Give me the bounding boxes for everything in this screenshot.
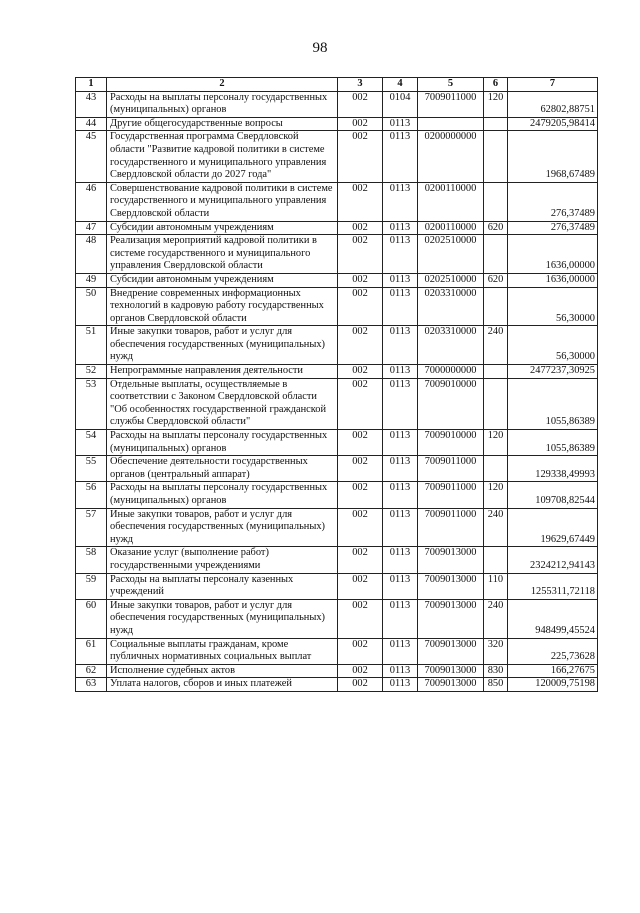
table-row (76, 456, 598, 482)
row-name: Расходы на выплаты персоналу государственных (муниципальных) органов (107, 91, 338, 117)
table-row (76, 326, 598, 365)
expense-type-code: 620 (484, 221, 508, 235)
target-article-code: 0202510000 (418, 235, 484, 274)
row-number: 43 (76, 91, 107, 117)
row-name: Расходы на выплаты персоналу государственных (муниципальных) органов (107, 430, 338, 456)
expense-type-code: 240 (484, 326, 508, 365)
expense-type-code (484, 365, 508, 379)
page-number: 98 (312, 40, 328, 56)
row-name: Расходы на выплаты персоналу казенных учреждений (107, 573, 338, 599)
row-name: Расходы на выплаты персоналу государственных (муниципальных) органов (107, 482, 338, 508)
section-code: 0113 (383, 599, 418, 638)
row-name: Социальные выплаты гражданам, кроме публичных нормативных социальных выплат (107, 638, 338, 664)
table-row (76, 117, 598, 131)
row-amount: 276,37489 (508, 221, 598, 235)
expense-type-code: 830 (484, 664, 508, 678)
row-number: 57 (76, 508, 107, 547)
section-code: 0113 (383, 221, 418, 235)
section-code: 0113 (383, 547, 418, 573)
row-number: 61 (76, 638, 107, 664)
target-article-code: 7009013000 (418, 547, 484, 573)
chapter-code: 002 (338, 508, 383, 547)
row-amount: 62802,88751 (508, 91, 598, 117)
row-number: 60 (76, 599, 107, 638)
row-name: Субсидии автономным учреждениям (107, 221, 338, 235)
row-number: 48 (76, 235, 107, 274)
target-article-code: 7009010000 (418, 430, 484, 456)
row-number: 44 (76, 117, 107, 131)
target-article-code: 0202510000 (418, 273, 484, 287)
target-article-code: 7009011000 (418, 91, 484, 117)
row-amount: 56,30000 (508, 326, 598, 365)
row-amount: 1055,86389 (508, 430, 598, 456)
table-body (76, 91, 598, 691)
chapter-code: 002 (338, 678, 383, 692)
column-header: 2 (107, 78, 338, 92)
row-name: Реализация мероприятий кадровой политики в системе государственного и муниципального управления Свердловской области (107, 235, 338, 274)
target-article-code: 7000000000 (418, 365, 484, 379)
target-article-code: 0203310000 (418, 326, 484, 365)
section-code: 0113 (383, 508, 418, 547)
row-number: 45 (76, 131, 107, 182)
table-header-row (76, 78, 598, 92)
row-amount: 2477237,30925 (508, 365, 598, 379)
section-code: 0113 (383, 430, 418, 456)
table-row (76, 664, 598, 678)
section-code: 0104 (383, 91, 418, 117)
expense-type-code (484, 182, 508, 221)
column-header: 7 (508, 78, 598, 92)
target-article-code (418, 117, 484, 131)
expense-type-code: 240 (484, 508, 508, 547)
chapter-code: 002 (338, 430, 383, 456)
row-name: Иные закупки товаров, работ и услуг для обеспечения государственных (муниципальных) нужд (107, 326, 338, 365)
column-header: 5 (418, 78, 484, 92)
table-row (76, 91, 598, 117)
row-amount: 1636,00000 (508, 273, 598, 287)
table-row (76, 235, 598, 274)
row-number: 56 (76, 482, 107, 508)
row-name: Внедрение современных информационных технологий в кадровую работу государственных органов Свердловской области (107, 287, 338, 326)
chapter-code: 002 (338, 378, 383, 429)
target-article-code: 7009013000 (418, 638, 484, 664)
target-article-code: 7009013000 (418, 599, 484, 638)
row-amount: 109708,82544 (508, 482, 598, 508)
column-header: 3 (338, 78, 383, 92)
table-row (76, 638, 598, 664)
expense-type-code: 120 (484, 482, 508, 508)
table-row (76, 430, 598, 456)
table-row (76, 287, 598, 326)
expense-type-code (484, 131, 508, 182)
table-row (76, 599, 598, 638)
chapter-code: 002 (338, 599, 383, 638)
target-article-code: 7009013000 (418, 573, 484, 599)
chapter-code: 002 (338, 287, 383, 326)
row-amount: 2479205,98414 (508, 117, 598, 131)
table-row (76, 508, 598, 547)
expense-type-code (484, 117, 508, 131)
expense-type-code: 110 (484, 573, 508, 599)
chapter-code: 002 (338, 365, 383, 379)
target-article-code: 7009011000 (418, 456, 484, 482)
row-name: Непрограммные направления деятельности (107, 365, 338, 379)
chapter-code: 002 (338, 131, 383, 182)
row-number: 46 (76, 182, 107, 221)
budget-table (75, 77, 598, 692)
table-row (76, 365, 598, 379)
expense-type-code (484, 378, 508, 429)
chapter-code: 002 (338, 117, 383, 131)
target-article-code: 7009010000 (418, 378, 484, 429)
section-code: 0113 (383, 182, 418, 221)
target-article-code: 0200000000 (418, 131, 484, 182)
row-name: Исполнение судебных актов (107, 664, 338, 678)
section-code: 0113 (383, 678, 418, 692)
row-name: Оказание услуг (выполнение работ) государственными учреждениями (107, 547, 338, 573)
row-amount: 1636,00000 (508, 235, 598, 274)
row-name: Государственная программа Свердловской области "Развитие кадровой политики в системе государственного и муниципального управления Свердловской области до 2027 года" (107, 131, 338, 182)
row-number: 62 (76, 664, 107, 678)
expense-type-code (484, 547, 508, 573)
row-name: Отдельные выплаты, осуществляемые в соответствии с Законом Свердловской области "Об особенностях государственной гражданской службы Свердловской области" (107, 378, 338, 429)
target-article-code: 0200110000 (418, 221, 484, 235)
row-amount: 120009,75198 (508, 678, 598, 692)
row-number: 51 (76, 326, 107, 365)
section-code: 0113 (383, 326, 418, 365)
chapter-code: 002 (338, 482, 383, 508)
expense-type-code: 320 (484, 638, 508, 664)
target-article-code: 0200110000 (418, 182, 484, 221)
expense-type-code (484, 456, 508, 482)
expense-type-code (484, 287, 508, 326)
row-number: 54 (76, 430, 107, 456)
row-amount: 2324212,94143 (508, 547, 598, 573)
table-row (76, 547, 598, 573)
section-code: 0113 (383, 117, 418, 131)
expense-type-code: 620 (484, 273, 508, 287)
section-code: 0113 (383, 273, 418, 287)
row-name: Обеспечение деятельности государственных органов (центральный аппарат) (107, 456, 338, 482)
target-article-code: 0203310000 (418, 287, 484, 326)
row-amount: 19629,67449 (508, 508, 598, 547)
row-number: 53 (76, 378, 107, 429)
chapter-code: 002 (338, 235, 383, 274)
column-header: 4 (383, 78, 418, 92)
row-name: Совершенствование кадровой политики в системе государственного и муниципального управления Свердловской области (107, 182, 338, 221)
section-code: 0113 (383, 378, 418, 429)
chapter-code: 002 (338, 221, 383, 235)
column-header: 6 (484, 78, 508, 92)
section-code: 0113 (383, 482, 418, 508)
row-number: 58 (76, 547, 107, 573)
row-name: Уплата налогов, сборов и иных платежей (107, 678, 338, 692)
table-row (76, 273, 598, 287)
table-row (76, 182, 598, 221)
chapter-code: 002 (338, 547, 383, 573)
row-amount: 1255311,72118 (508, 573, 598, 599)
row-amount: 129338,49993 (508, 456, 598, 482)
row-number: 50 (76, 287, 107, 326)
chapter-code: 002 (338, 182, 383, 221)
row-name: Иные закупки товаров, работ и услуг для обеспечения государственных (муниципальных) нужд (107, 599, 338, 638)
table-row (76, 678, 598, 692)
table-row (76, 378, 598, 429)
row-amount: 166,27675 (508, 664, 598, 678)
row-number: 55 (76, 456, 107, 482)
row-name: Субсидии автономным учреждениям (107, 273, 338, 287)
table-row (76, 131, 598, 182)
chapter-code: 002 (338, 273, 383, 287)
row-number: 52 (76, 365, 107, 379)
row-number: 47 (76, 221, 107, 235)
row-name: Иные закупки товаров, работ и услуг для обеспечения государственных (муниципальных) нужд (107, 508, 338, 547)
section-code: 0113 (383, 456, 418, 482)
row-number: 49 (76, 273, 107, 287)
row-name: Другие общегосударственные вопросы (107, 117, 338, 131)
chapter-code: 002 (338, 664, 383, 678)
table-row (76, 573, 598, 599)
target-article-code: 7009013000 (418, 664, 484, 678)
chapter-code: 002 (338, 91, 383, 117)
chapter-code: 002 (338, 573, 383, 599)
target-article-code: 7009011000 (418, 482, 484, 508)
expense-type-code (484, 235, 508, 274)
section-code: 0113 (383, 638, 418, 664)
section-code: 0113 (383, 235, 418, 274)
section-code: 0113 (383, 365, 418, 379)
chapter-code: 002 (338, 456, 383, 482)
table-row (76, 482, 598, 508)
row-number: 63 (76, 678, 107, 692)
row-amount: 948499,45524 (508, 599, 598, 638)
target-article-code: 7009013000 (418, 678, 484, 692)
section-code: 0113 (383, 131, 418, 182)
row-number: 59 (76, 573, 107, 599)
row-amount: 1055,86389 (508, 378, 598, 429)
row-amount: 1968,67489 (508, 131, 598, 182)
section-code: 0113 (383, 287, 418, 326)
chapter-code: 002 (338, 326, 383, 365)
expense-type-code: 120 (484, 91, 508, 117)
chapter-code: 002 (338, 638, 383, 664)
table-row (76, 221, 598, 235)
section-code: 0113 (383, 664, 418, 678)
row-amount: 225,73628 (508, 638, 598, 664)
expense-type-code: 120 (484, 430, 508, 456)
column-header: 1 (76, 78, 107, 92)
row-amount: 56,30000 (508, 287, 598, 326)
target-article-code: 7009011000 (418, 508, 484, 547)
section-code: 0113 (383, 573, 418, 599)
row-amount: 276,37489 (508, 182, 598, 221)
expense-type-code: 850 (484, 678, 508, 692)
expense-type-code: 240 (484, 599, 508, 638)
